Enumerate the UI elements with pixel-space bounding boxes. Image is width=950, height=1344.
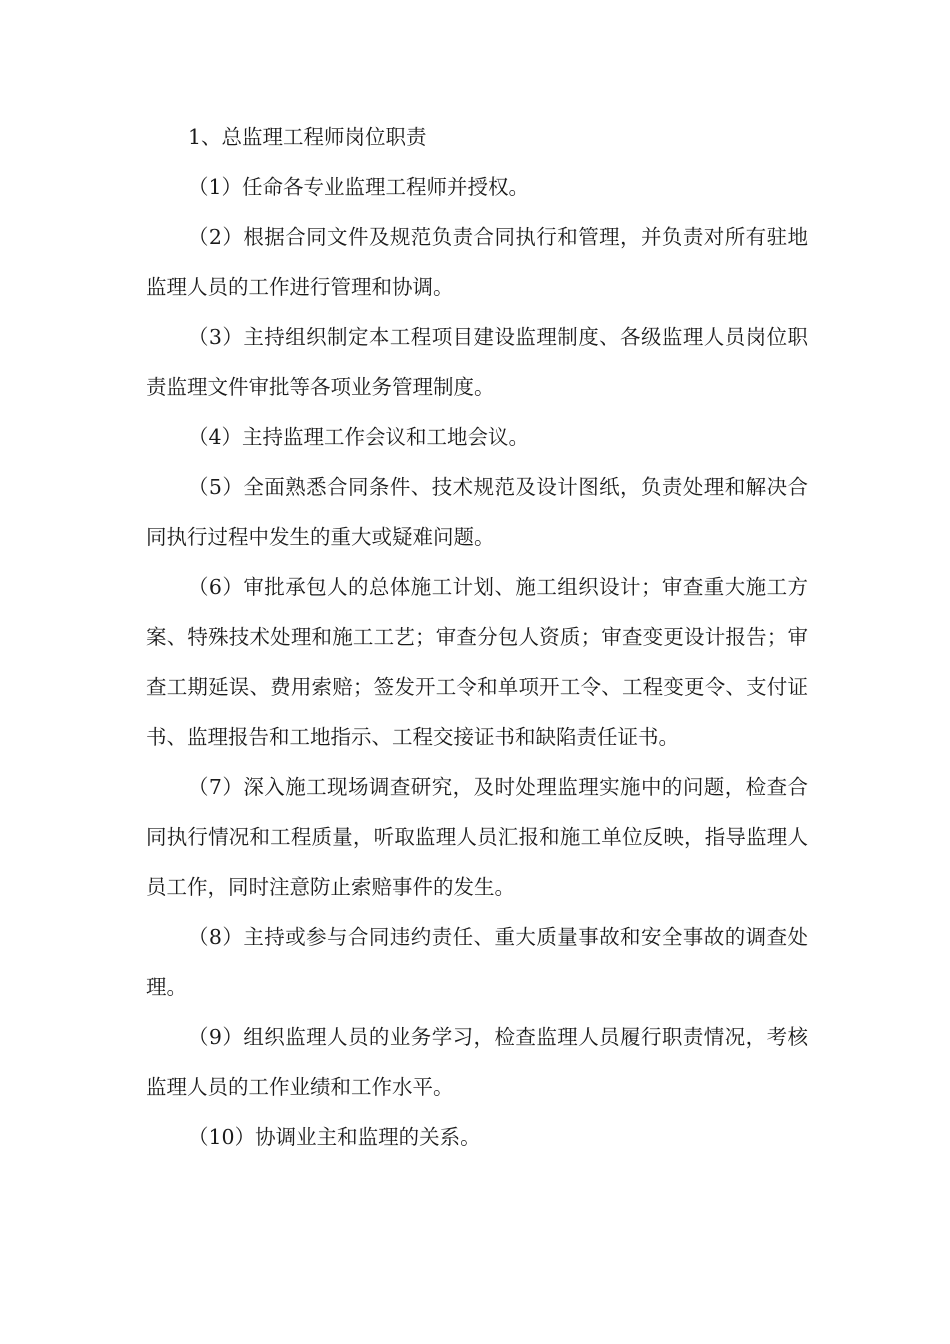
duty-item-6: （6）审批承包人的总体施工计划、施工组织设计；审查重大施工方案、特殊技术处理和施工工艺；审查分包人资质；审查变更设计报告；审查工期延误、费用索赔；签发开工令和单项开工令、工程变更令、支付证书、监理报告和工地指示、工程交接证书和缺陷责任证书。: [146, 575, 808, 749]
duty-item-4: （4）主持监理工作会议和工地会议。: [188, 425, 530, 449]
duty-item-7: （7）深入施工现场调查研究，及时处理监理实施中的问题，检查合同执行情况和工程质量，听取监理人员汇报和施工单位反映，指导监理人员工作，同时注意防止索赔事件的发生。: [146, 775, 808, 899]
section-heading: 1、总监理工程师岗位职责: [188, 125, 427, 149]
duty-item-10: （10）协调业主和监理的关系。: [188, 1125, 481, 1149]
duty-item-8: （8）主持或参与合同违约责任、重大质量事故和安全事故的调查处理。: [146, 925, 808, 999]
duty-item-1: （1）任命各专业监理工程师并授权。: [188, 175, 530, 199]
duty-item-2: （2）根据合同文件及规范负责合同执行和管理，并负责对所有驻地监理人员的工作进行管理和协调。: [146, 225, 808, 299]
duty-item-3: （3）主持组织制定本工程项目建设监理制度、各级监理人员岗位职责监理文件审批等各项业务管理制度。: [146, 325, 808, 399]
duty-item-9: （9）组织监理人员的业务学习，检查监理人员履行职责情况，考核监理人员的工作业绩和工作水平。: [146, 1025, 808, 1099]
duty-item-5: （5）全面熟悉合同条件、技术规范及设计图纸，负责处理和解决合同执行过程中发生的重大或疑难问题。: [146, 475, 808, 549]
document-body: [146, 112, 808, 1162]
